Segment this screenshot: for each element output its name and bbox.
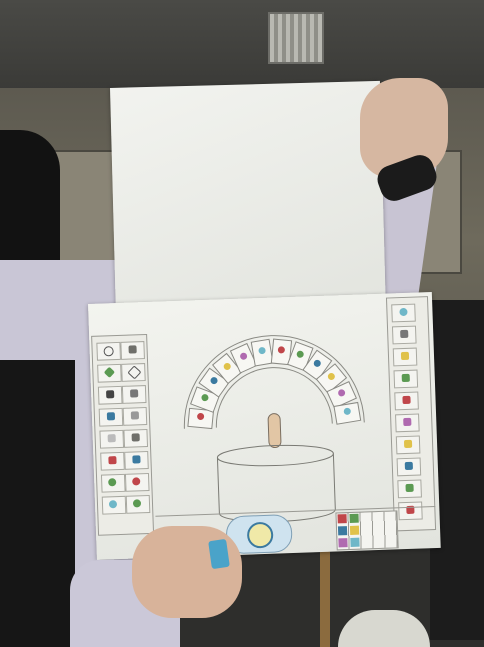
leaf-icon <box>133 499 141 507</box>
tool-right-9[interactable] <box>397 479 422 498</box>
heart-icon <box>402 396 410 404</box>
ceiling-light <box>268 12 324 64</box>
tool-blob[interactable] <box>125 473 150 492</box>
smile-icon <box>405 484 413 492</box>
tool-scissors[interactable] <box>98 386 123 405</box>
swatch-red[interactable] <box>337 514 346 523</box>
tool-cloud[interactable] <box>102 496 127 515</box>
shape-icon <box>127 365 141 379</box>
tool-shape[interactable] <box>121 363 146 382</box>
star-icon <box>404 440 412 448</box>
right-tool-palette <box>386 296 436 531</box>
brush-icon <box>128 345 136 353</box>
left-tool-palette <box>91 334 154 536</box>
swatch-purple[interactable] <box>338 538 347 547</box>
person-vest <box>0 360 75 647</box>
sun-icon <box>401 352 409 360</box>
blob-icon <box>132 477 140 485</box>
key-icon <box>405 462 413 470</box>
tool-right-7[interactable] <box>396 436 421 455</box>
flower-icon <box>403 418 411 426</box>
marker-pen <box>208 539 230 569</box>
tool-right-1[interactable] <box>391 304 416 323</box>
tool-right-4[interactable] <box>394 370 419 389</box>
prototype-sheet <box>88 292 441 560</box>
tool-right-5[interactable] <box>394 392 419 411</box>
tool-right-3[interactable] <box>393 348 418 367</box>
radial-menu-drawing <box>161 312 389 540</box>
cloud-icon <box>109 500 117 508</box>
tool-eraser[interactable] <box>123 407 148 426</box>
candle <box>268 413 281 447</box>
tool-right-6[interactable] <box>395 414 420 433</box>
select-icon <box>108 434 116 442</box>
tool-brush[interactable] <box>120 341 145 360</box>
grid-icon <box>107 412 115 420</box>
swatch-green[interactable] <box>349 514 358 523</box>
dial-center-icon <box>247 522 274 549</box>
tool-leaf[interactable] <box>126 495 151 514</box>
tool-fill[interactable] <box>123 429 148 448</box>
eraser-icon <box>131 411 139 419</box>
globe-icon <box>399 308 407 316</box>
swatch-yellow[interactable] <box>350 526 359 535</box>
diamond-icon <box>104 367 115 378</box>
door-frame <box>430 300 484 640</box>
tool-right-2[interactable] <box>392 326 417 345</box>
easel-stand <box>320 540 330 647</box>
tree-icon <box>402 374 410 382</box>
tool-diamond[interactable] <box>97 364 122 383</box>
pen-icon <box>130 389 138 397</box>
tool-right-8[interactable] <box>397 457 422 476</box>
tool-stamp[interactable] <box>100 452 125 471</box>
tool-pen[interactable] <box>122 385 147 404</box>
scissors-icon <box>106 390 114 398</box>
tool-search[interactable] <box>96 342 121 361</box>
tool-grid[interactable] <box>99 408 124 427</box>
ellipse-icon <box>108 478 116 486</box>
line-icon <box>132 455 140 463</box>
tool-line[interactable] <box>124 451 149 470</box>
waste-bin <box>338 610 430 647</box>
swatch-blue[interactable] <box>338 526 347 535</box>
swatch-cyan[interactable] <box>350 538 359 547</box>
color-palette-grid[interactable] <box>335 510 398 550</box>
person-icon <box>400 330 408 338</box>
ceiling <box>0 0 484 90</box>
cake-drawing <box>216 412 336 524</box>
tool-select[interactable] <box>99 430 124 449</box>
stamp-icon <box>108 456 116 464</box>
search-icon <box>103 346 113 356</box>
paint-bucket-icon <box>132 433 140 441</box>
tool-ellipse[interactable] <box>101 474 126 493</box>
